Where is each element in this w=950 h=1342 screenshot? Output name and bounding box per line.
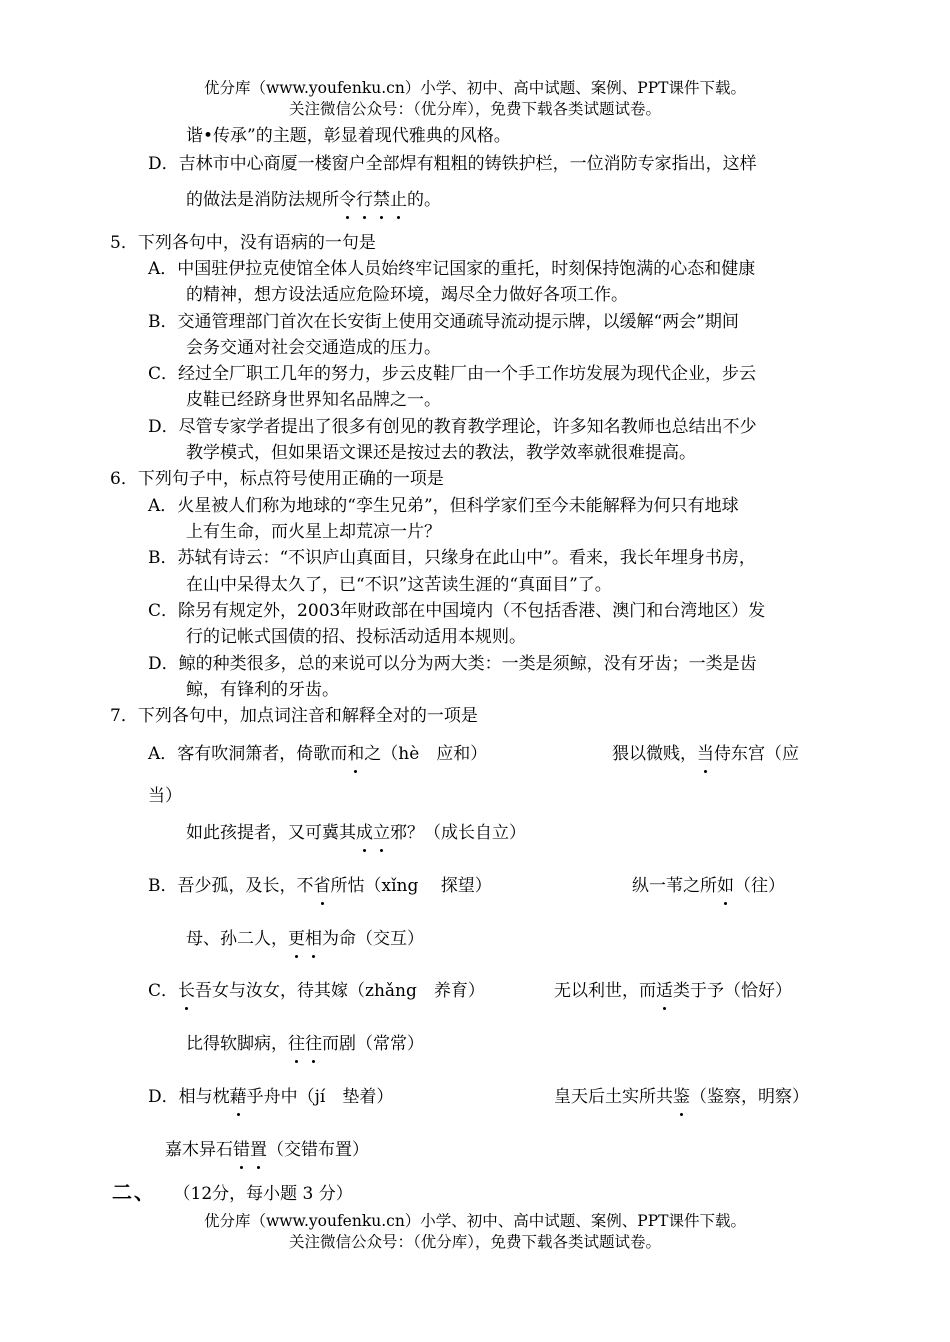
dotted-phrase (233, 1140, 267, 1160)
dotted-char: 禁 (373, 190, 390, 210)
q4-option-c-tail: 谐•传承”的主题，彰显着现代雅典的风格。 (186, 126, 511, 146)
q6-option-d-line1: D．鲸的种类很多，总的来说可以分为两大类：一类是须鲸，没有牙齿；一类是齿 (148, 654, 757, 674)
q6-option-a-line2: 上有生命，而火星上却荒凉一片？ (186, 522, 441, 542)
text: 乎舟中（jí 垫着） (246, 1087, 394, 1107)
dotted-phrase (288, 1034, 322, 1054)
text: （交错布置） (267, 1140, 369, 1160)
dotted-char: 置 (250, 1140, 267, 1160)
text: B．吾少孤，及长，不 (148, 876, 314, 896)
q7-option-b-line2 (186, 927, 424, 951)
q5-option-b-line2: 会务交通对社会交通造成的压力。 (186, 338, 441, 358)
text: 皇天后土实所共 (554, 1087, 673, 1107)
dotted-char: 鉴 (673, 1087, 690, 1107)
text: 无以利世，而 (554, 981, 656, 1001)
q6-option-c-line1: C．除另有规定外，2003年财政部在中国境内（不包括香港、澳门和台湾地区）发 (148, 601, 766, 621)
section-2-points: （12分，每小题 3 分） (182, 1184, 353, 1204)
text: D．相与枕 (148, 1087, 230, 1107)
section-2-label: 二、 (112, 1180, 156, 1204)
text: 邪？（成长自立） (390, 823, 526, 843)
text: 侍东宫（应 (714, 744, 799, 764)
q5-option-b-line1: B．交通管理部门首次在长安街上使用交通疏导流动提示牌，以缓解“两会”期间 (148, 312, 739, 332)
text: 所怙（xǐng 探望） (330, 876, 492, 896)
dotted-char: 如 (717, 876, 734, 896)
text: 的。 (407, 190, 441, 210)
dotted-phrase (288, 929, 322, 949)
dotted-char: 藉 (229, 1087, 247, 1107)
q5-option-c-line1: C．经过全厂职工几年的努力，步云皮鞋厂由一个手工作坊发展为现代企业，步云 (148, 364, 757, 384)
text: 比得软脚病， (186, 1034, 288, 1054)
text: （鉴察，明察） (690, 1087, 809, 1107)
text: 猥以微贱， (612, 744, 697, 764)
q5-option-a-line1: A．中国驻伊拉克使馆全体人员始终牢记国家的重托，时刻保持饱满的心态和健康 (148, 259, 756, 279)
dotted-char: 成 (356, 823, 373, 843)
dotted-char: 立 (373, 823, 390, 843)
q6-option-b-line2: 在山中呆得太久了，已“不识”这苦读生涯的“真面目”了。 (186, 575, 612, 595)
dotted-char: 相 (305, 929, 322, 949)
q7-option-b-line1 (148, 874, 492, 898)
text: （往） (734, 876, 785, 896)
section-2-heading (112, 1180, 353, 1206)
q5-option-d-line2: 教学模式，但如果语文课还是按过去的教法，教学效率就很难提高。 (186, 443, 696, 463)
q7-option-d-line1-right (554, 1085, 809, 1109)
text: 纵一苇之所 (632, 876, 717, 896)
q7-option-a-line1-right (612, 742, 799, 766)
text: 类于予（恰好） (673, 981, 792, 1001)
q7-option-c-line2 (186, 1032, 424, 1056)
q5-stem: 5．下列各句中，没有语病的一句是 (110, 233, 376, 253)
q7-option-b-line1-right (632, 874, 785, 898)
text: 嘉木异石 (165, 1140, 233, 1160)
q7-option-a-line2: 当） (148, 786, 182, 806)
dotted-phrase (356, 823, 390, 843)
dotted-char: 止 (390, 190, 407, 210)
text: 母、孙二人， (186, 929, 288, 949)
text: C． (148, 981, 179, 1001)
dotted-char: 长 (178, 981, 196, 1001)
q7-option-c-line1 (148, 979, 485, 1003)
dotted-char: 和 (347, 744, 365, 764)
dotted-char: 更 (288, 929, 305, 949)
q7-stem: 7．下列各句中，加点词注音和解释全对的一项是 (110, 706, 478, 726)
q6-option-a-line1: A．火星被人们称为地球的“孪生兄弟”，但科学家们至今未能解释为何只有地球 (148, 496, 739, 516)
q4-option-d-line1: D．吉林市中心商厦一楼窗户全部焊有粗粗的铸铁护栏，一位消防专家指出，这样 (148, 154, 757, 174)
dotted-char: 往 (305, 1034, 322, 1054)
q7-option-a-line1 (148, 742, 487, 766)
q6-option-c-line2: 行的记帐式国债的招、投标活动适用本规则。 (186, 627, 526, 647)
text: A．客有吹洞箫者，倚歌而 (148, 744, 348, 764)
footer-line-1: 优分库（www.youfenku.cn）小学、初中、高中试题、案例、PPT课件下载。 (203, 1212, 747, 1230)
dotted-char: 省 (313, 876, 331, 896)
q5-option-c-line2: 皮鞋已经跻身世界知名品牌之一。 (186, 390, 441, 410)
text: 之（hè 应和） (364, 744, 488, 764)
q7-option-d-line1 (148, 1085, 393, 1109)
header-line-1: 优分库（www.youfenku.cn）小学、初中、高中试题、案例、PPT课件下载。 (203, 79, 747, 97)
text: 而剧（常常） (322, 1034, 424, 1054)
q7-option-d-line2 (165, 1138, 369, 1162)
text: 为命（交互） (322, 929, 424, 949)
dotted-char: 当 (697, 744, 714, 764)
dotted-char: 令 (339, 190, 356, 210)
footer-line-2: 关注微信公众号：（优分库），免费下载各类试题试卷。 (288, 1233, 661, 1251)
q6-option-d-line2: 鲸，有锋利的牙齿。 (186, 680, 339, 700)
q7-option-a-line3 (186, 821, 526, 845)
q4-option-d-line2 (186, 188, 441, 212)
text: 如此孩提者，又可冀其 (186, 823, 356, 843)
header-line-2: 关注微信公众号：（优分库），免费下载各类试题试卷。 (288, 100, 661, 118)
q5-option-a-line2: 的精神，想方设法适应危险环境，竭尽全力做好各项工作。 (186, 285, 628, 305)
q6-option-b-line1: B．苏轼有诗云：“不识庐山真面目，只缘身在此山中”。看来，我长年埋身书房， (148, 548, 756, 568)
dotted-char: 往 (288, 1034, 305, 1054)
q6-stem: 6．下列句子中，标点符号使用正确的一项是 (110, 469, 444, 489)
q7-option-c-line1-right (554, 979, 792, 1003)
text: 的做法是消防法规所 (186, 190, 339, 210)
q5-option-d-line1: D．尽管专家学者提出了很多有创见的教育教学理论，许多知名教师也总结出不少 (148, 417, 757, 437)
dotted-char: 适 (656, 981, 673, 1001)
dotted-phrase (339, 190, 407, 210)
dotted-char: 错 (233, 1140, 250, 1160)
text: 吾女与汝女，待其嫁（zhǎng 养育） (195, 981, 485, 1001)
dotted-char: 行 (356, 190, 373, 210)
